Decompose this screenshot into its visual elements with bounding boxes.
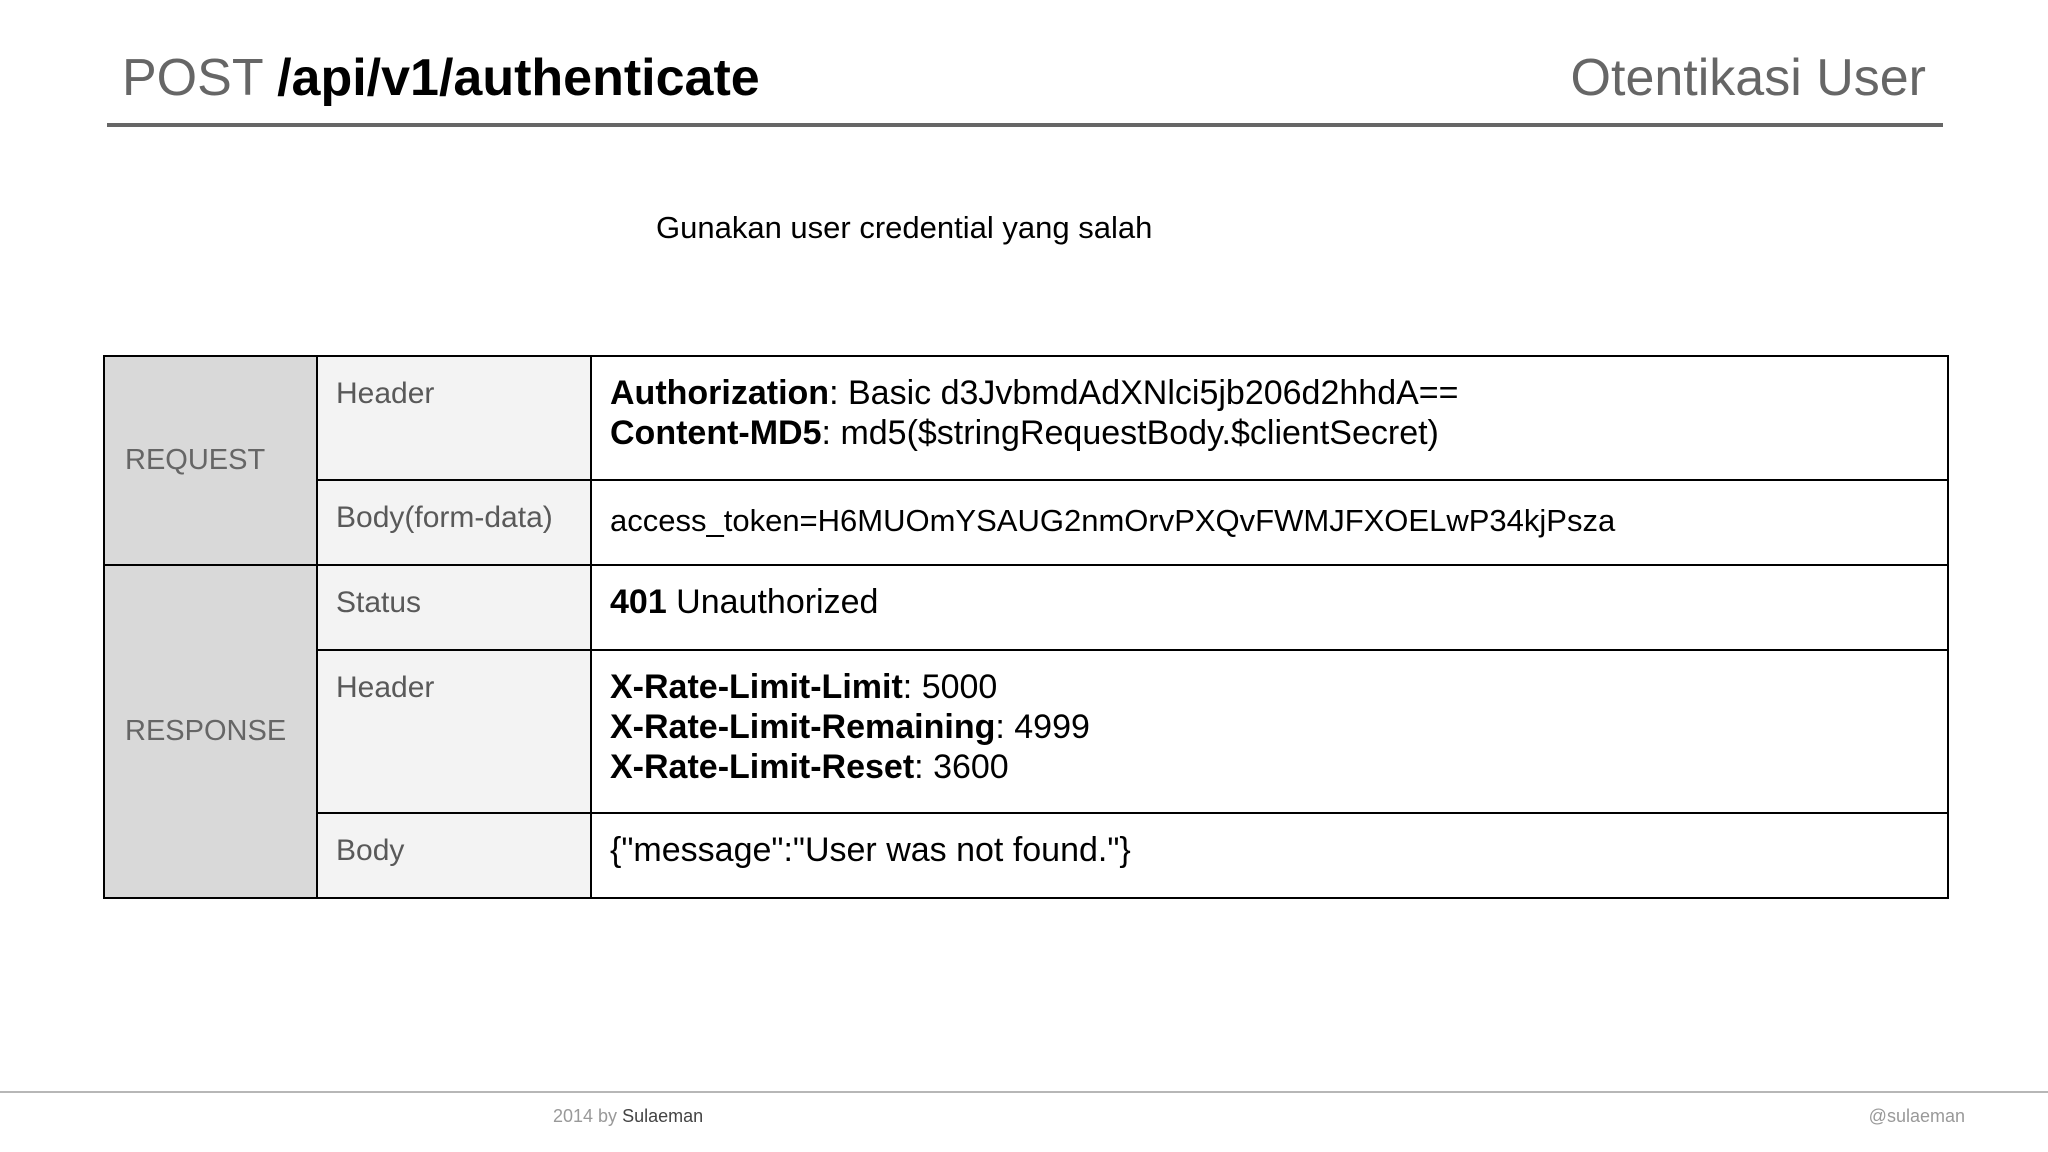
request-header-field: Header xyxy=(317,356,591,480)
http-method: POST xyxy=(122,49,263,107)
header-value: md5($stringRequestBody.$clientSecret) xyxy=(840,414,1439,452)
request-label: REQUEST xyxy=(104,356,317,565)
request-header-row xyxy=(104,356,1948,480)
header-value: Basic d3JvbmdAdXNlci5jb206d2hhdA== xyxy=(847,374,1459,412)
response-label: RESPONSE xyxy=(104,565,317,898)
header-key: X-Rate-Limit-Reset xyxy=(610,748,915,786)
response-body-field: Body xyxy=(317,813,591,898)
request-header-value xyxy=(591,356,1948,480)
header-value: 5000 xyxy=(921,668,998,706)
status-text: Unauthorized xyxy=(666,583,879,621)
footer-credit: 2014 by Sulaeman xyxy=(553,1106,704,1126)
response-header-value xyxy=(591,650,1948,813)
api-spec-table xyxy=(103,355,1949,899)
title-divider xyxy=(107,123,1943,127)
request-body-field: Body(form-data) xyxy=(317,480,591,565)
response-header-row xyxy=(104,650,1948,813)
request-body-row xyxy=(104,480,1948,565)
status-code: 401 xyxy=(610,583,667,621)
request-body-value: access_token=H6MUOmYSAUG2nmOrvPXQvFWMJFXOELwP34kjPsza xyxy=(591,480,1948,565)
section-title: Otentikasi User xyxy=(1570,49,1926,107)
header-key: X-Rate-Limit-Limit xyxy=(610,668,903,706)
header-key: Authorization xyxy=(610,374,830,412)
response-status-field: Status xyxy=(317,565,591,650)
header-line: Content-MD5: md5($stringRequestBody.$clientSecret) xyxy=(610,414,1439,452)
footer-divider xyxy=(0,1091,2048,1093)
response-status-value xyxy=(591,565,1948,650)
header-key: X-Rate-Limit-Remaining xyxy=(610,708,996,746)
endpoint-path: /api/v1/authenticate xyxy=(277,49,760,107)
page-title xyxy=(122,48,760,108)
header-key: Content-MD5 xyxy=(610,414,822,452)
header-value: 3600 xyxy=(933,748,1009,786)
response-header-field: Header xyxy=(317,650,591,813)
header-line: X-Rate-Limit-Remaining: 4999 xyxy=(610,708,1090,746)
header-line: X-Rate-Limit-Reset: 3600 xyxy=(610,748,1009,786)
response-status-row xyxy=(104,565,1948,650)
footer-author: Sulaeman xyxy=(622,1106,704,1126)
response-body-value: {"message":"User was not found."} xyxy=(591,813,1948,898)
footer-handle: @sulaeman xyxy=(1868,1106,1965,1126)
header-line: X-Rate-Limit-Limit: 5000 xyxy=(610,668,998,706)
header-line: Authorization: Basic d3JvbmdAdXNlci5jb206d2hhdA== xyxy=(610,374,1459,412)
response-body-row xyxy=(104,813,1948,898)
scenario-description: Gunakan user credential yang salah xyxy=(656,210,1153,245)
header-value: 4999 xyxy=(1014,708,1090,746)
